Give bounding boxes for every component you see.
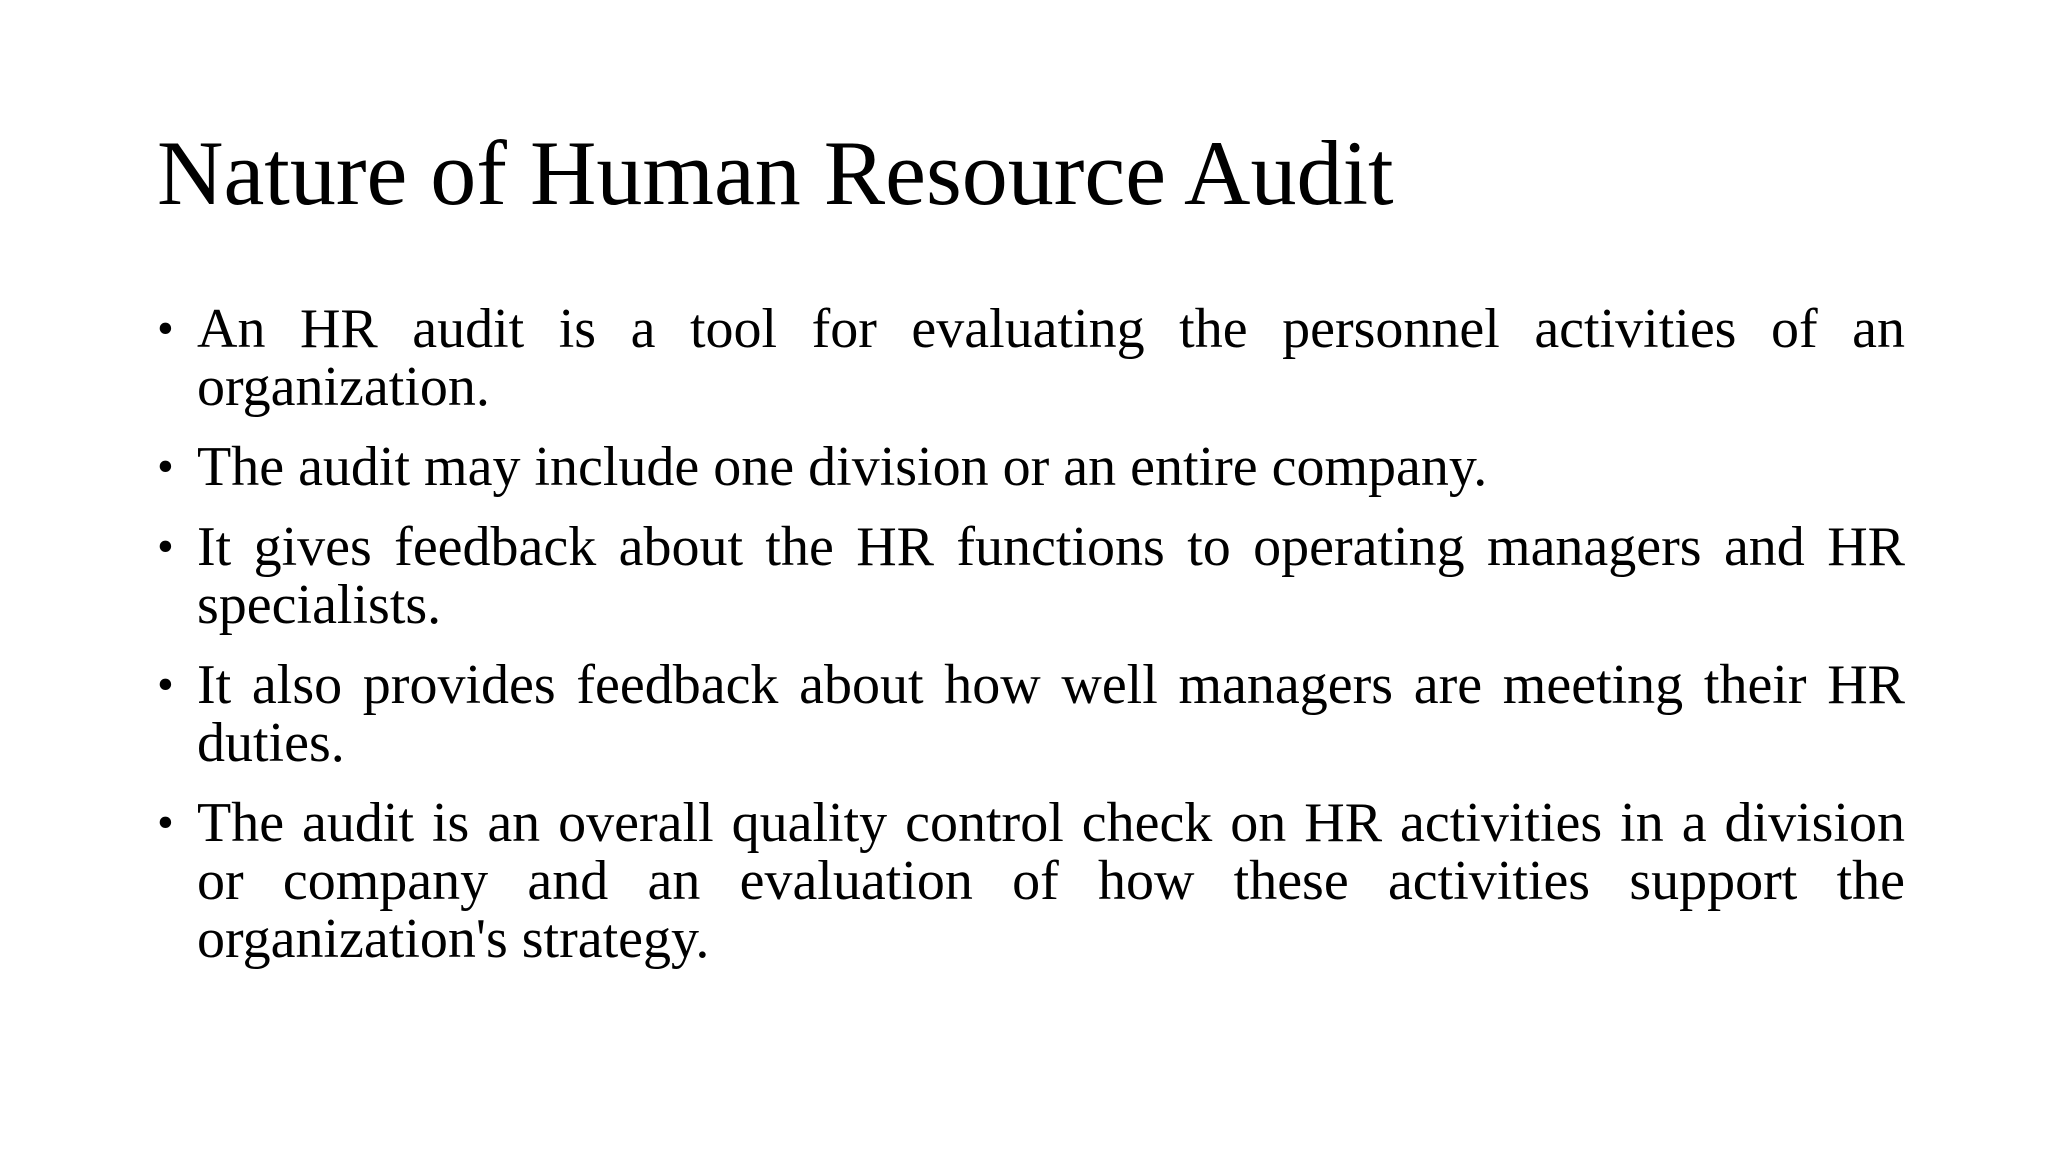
bullet-icon: • xyxy=(157,658,174,711)
bullet-icon: • xyxy=(157,440,174,493)
bullet-item xyxy=(157,438,1905,496)
bullet-item xyxy=(157,656,1905,772)
bullet-text: An HR audit is a tool for evaluating the personnel activities of an organization. xyxy=(197,298,1905,418)
slide-title: Nature of Human Resource Audit xyxy=(157,122,1394,224)
bullet-text: It also provides feedback about how well managers are meeting their HR duties. xyxy=(197,654,1905,774)
bullet-item xyxy=(157,518,1905,634)
bullet-list xyxy=(157,300,1905,990)
bullet-item xyxy=(157,794,1905,968)
bullet-text: The audit is an overall quality control check on HR activities in a division or company and an evaluation of how these activities support the organization's strategy. xyxy=(197,792,1905,970)
bullet-icon: • xyxy=(157,520,174,573)
bullet-item xyxy=(157,300,1905,416)
bullet-text: It gives feedback about the HR functions to operating managers and HR specialists. xyxy=(197,516,1905,636)
bullet-icon: • xyxy=(157,302,174,355)
bullet-text: The audit may include one division or an entire company. xyxy=(197,436,1488,498)
bullet-icon: • xyxy=(157,796,174,849)
